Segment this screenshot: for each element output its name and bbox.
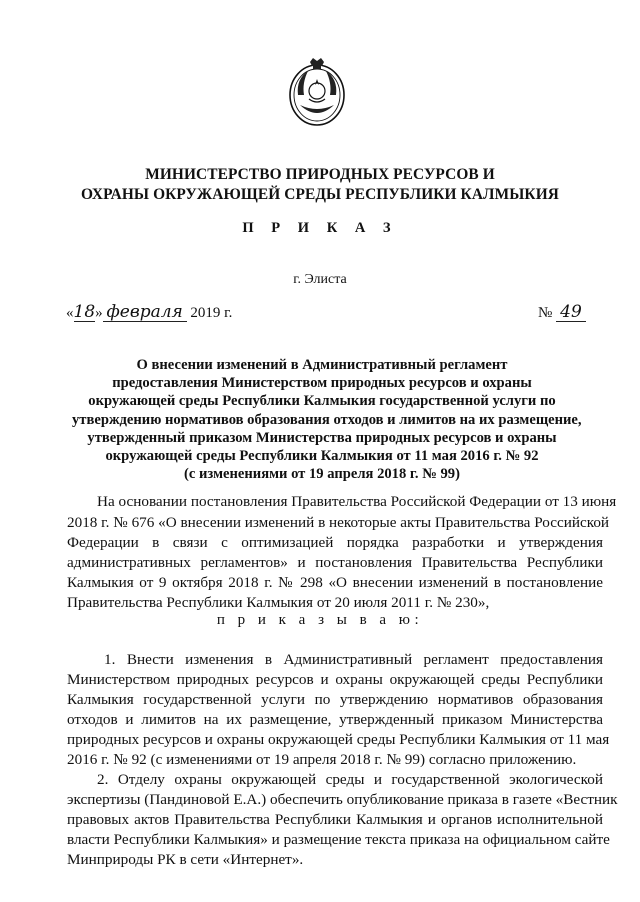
ministry-name-line-1: МИНИСТЕРСТВО ПРИРОДНЫХ РЕСУРСОВ И [145,166,495,183]
item-1-line: Калмыкия государственной услуги по утверждению нормативов образования [67,691,603,708]
item-2-line: экспертизы (Пандиновой Е.А.) обеспечить опубликование приказа в газете «Вестник [67,791,618,808]
document-date [66,303,232,322]
title-line: окружающей среды Республики Калмыкия государственной услуги по [88,393,556,410]
preamble-line: административных регламентов» и постановления Правительства Республики [67,554,603,571]
city-line: г. Элиста [293,272,347,287]
ministry-name-line-2: ОХРАНЫ ОКРУЖАЮЩЕЙ СРЕДЫ РЕСПУБЛИКИ КАЛМЫКИЯ [81,186,559,203]
item-1-line: Министерством природных ресурсов и охраны окружающей среды Республики [67,671,603,688]
item-1-line: 1. Внести изменения в Административный регламент предоставления [104,651,603,668]
title-line: (с изменениями от 19 апреля 2018 г. № 99) [184,466,460,483]
preamble-line: 2018 г. № 676 «О внесении изменений в некоторые акты Правительства Российской [67,514,610,531]
orders-word: п р и к а з ы в а ю: [216,612,424,628]
date-day-handwritten: 18 [73,302,96,322]
preamble-line: На основании постановления Правительства Российской Федерации от 13 июня [97,493,617,510]
number-label: № [537,305,553,321]
item-1-line: отходов и лимитов на их размещение, утвержденный приказом Министерства [67,711,603,728]
date-year: 2019 г. [190,305,233,321]
date-number-row [66,303,586,327]
number-handwritten: 49 [556,303,586,322]
title-line: окружающей среды Республики Калмыкия от 11 мая 2016 г. № 92 [105,448,539,465]
document-number [538,303,586,322]
document-type-heading: П Р И К А З [242,220,398,236]
date-close-quote: » [95,305,103,321]
date-month-handwritten: февраля [103,303,187,322]
title-line: утвержденный приказом Министерства природных ресурсов и охраны [87,429,557,446]
document-title [72,356,582,483]
item-2-line: власти Республики Калмыкия» и размещение текста приказа на официальном сайте [67,831,610,848]
item-1-line: природных ресурсов и охраны окружающей среды Республики Калмыкия от 11 мая [67,731,610,748]
item-2-line: 2. Отделу охраны окружающей среды и государственной экологической [97,771,603,788]
title-line: О внесении изменений в Административный регламент [136,357,508,373]
item-2-line: Минприроды РК в сети «Интернет». [67,851,304,868]
preamble-line: Федерации в связи с оптимизацией порядка разработки и утверждения [67,534,603,551]
title-line: предоставления Министерством природных ресурсов и охраны [112,375,532,392]
coat-of-arms-emblem [286,55,348,129]
date-open-quote: « [66,305,74,321]
preamble-line: Калмыкия от 9 октября 2018 г. № 298 «О внесении изменений в постановление [67,574,603,591]
item-2-line: правовых актов Правительства Республики Калмыкия и органов исполнительной [67,811,603,828]
item-1-line: 2016 г. № 92 (с изменениями от 19 апреля 2018 г. № 99) согласно приложению. [67,751,577,768]
title-line: утверждению нормативов образования отходов и лимитов на их размещение, [72,411,582,428]
preamble-line: Правительства Республики Калмыкия от 20 июля 2011 г. № 230», [67,594,490,611]
